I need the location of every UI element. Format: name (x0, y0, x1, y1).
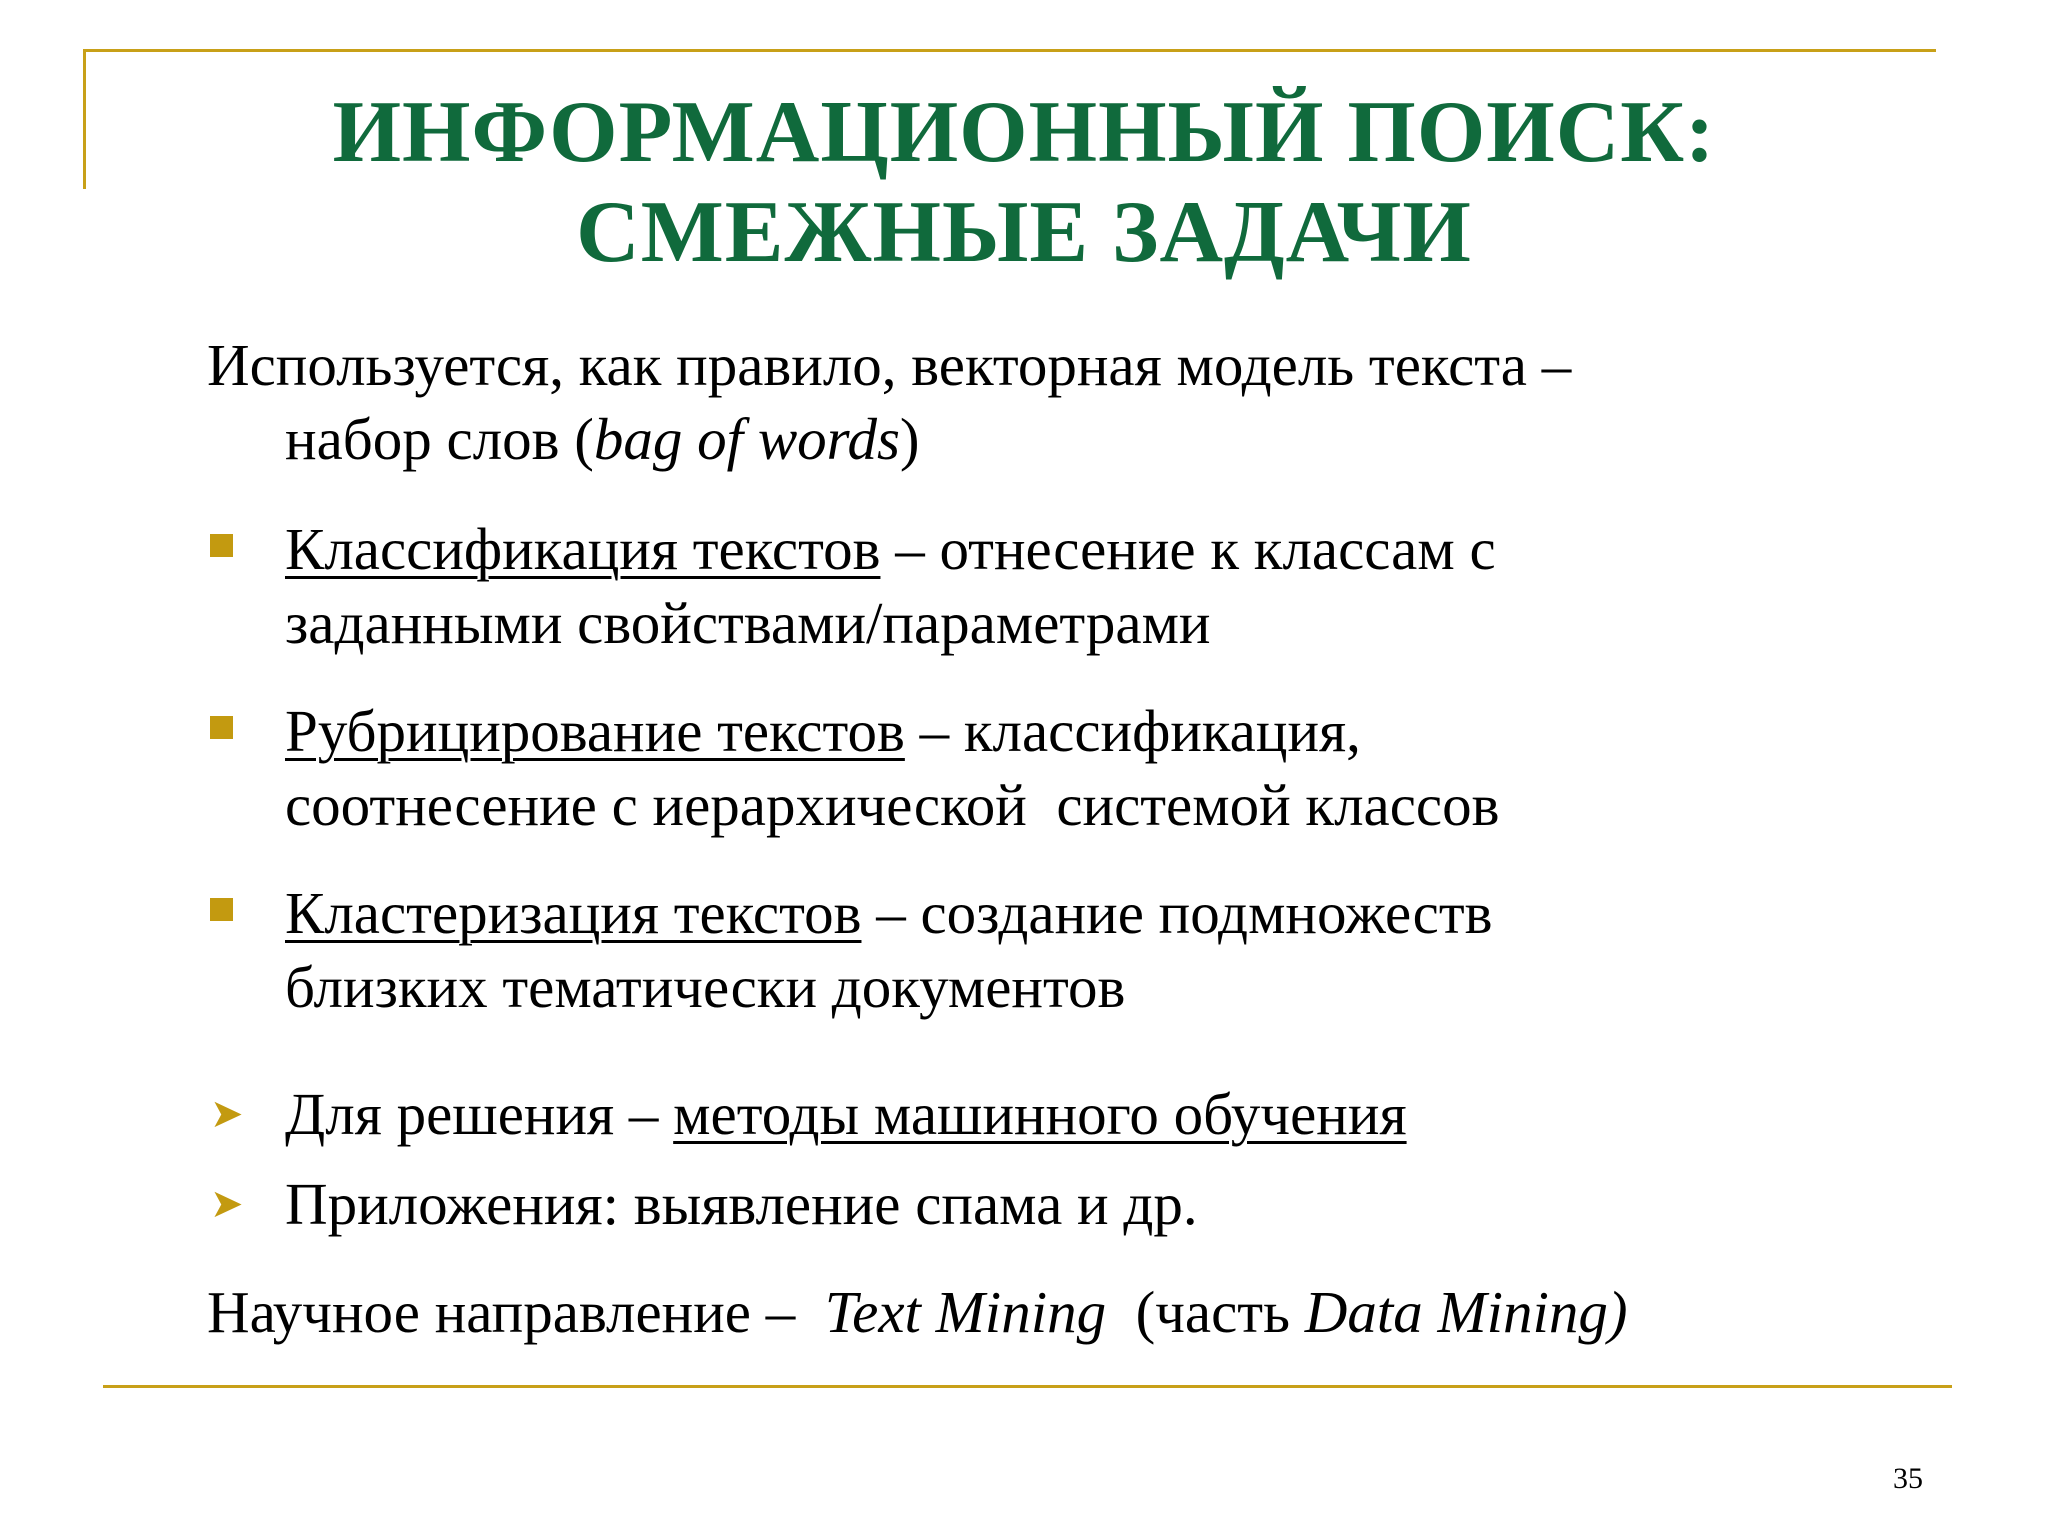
square-bullet-icon (210, 534, 233, 557)
page-number: 35 (1893, 1462, 1923, 1495)
bullet-term: Классификация текстов (285, 516, 881, 582)
intro-line-2: набор слов (bag of words) (285, 406, 920, 472)
arrow-bullet-icon: ➤ (210, 1091, 244, 1136)
slide-title (0, 83, 2048, 283)
bullet-rubrication (210, 694, 1785, 842)
bottom-rule (103, 1385, 1952, 1388)
intro-paragraph (207, 328, 1571, 476)
data-mining-term: Data Mining) (1304, 1279, 1628, 1345)
arrow-bullet-icon: ➤ (210, 1181, 244, 1226)
arrow-item-text: Для решения – методы машинного обучения (285, 1081, 1407, 1147)
text-mining-term: Text Mining (824, 1279, 1107, 1345)
bullet-text: Рубрицирование текстов – классификация, соотнесение с иерархической системой классов (285, 698, 1500, 838)
bullet-term: Кластеризация текстов (285, 880, 862, 946)
title-line-2: СМЕЖНЫЕ ЗАДАЧИ (576, 184, 1472, 281)
footer-paragraph: Научное направление – Text Mining (часть Data Mining) (207, 1279, 1628, 1345)
arrow-item-methods (210, 1077, 1785, 1151)
top-rule (83, 49, 1936, 52)
arrow-item-text: Приложения: выявление спама и др. (285, 1171, 1198, 1237)
intro-italic-term: bag of words (593, 406, 900, 472)
square-bullet-icon (210, 898, 233, 921)
arrow-item-applications (210, 1167, 1785, 1241)
bullet-text: Классификация текстов – отнесение к классам с заданными свойствами/параметрами (285, 516, 1496, 656)
bullet-classification (210, 512, 1785, 660)
bullet-clustering (210, 876, 1785, 1024)
intro-line-1: Используется, как правило, векторная модель текста – (207, 332, 1572, 398)
underlined-methods: методы машинного обучения (673, 1081, 1407, 1147)
bullet-text: Кластеризация текстов – создание подмножеств близких тематически документов (285, 880, 1493, 1020)
title-line-1: ИНФОРМАЦИОННЫЙ ПОИСК: (332, 84, 1716, 181)
bullet-term: Рубрицирование текстов (285, 698, 905, 764)
square-bullet-icon (210, 716, 233, 739)
